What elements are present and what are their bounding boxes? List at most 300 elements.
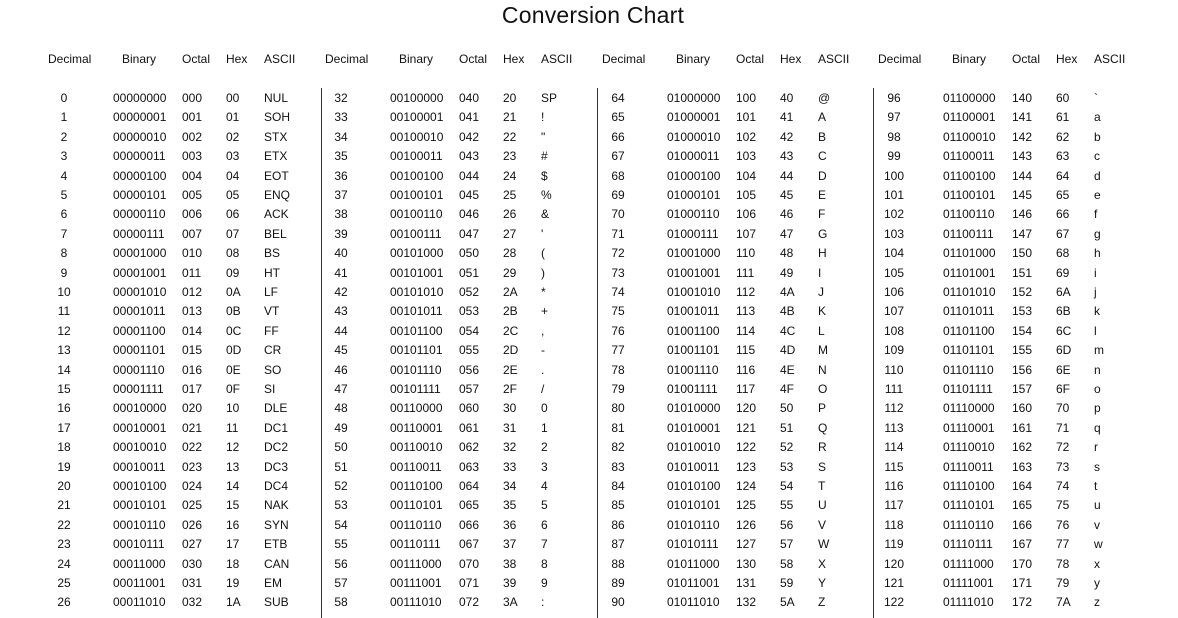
hex-cell: 51 [780,420,794,435]
table-row [602,129,902,145]
octal-cell: 157 [1012,382,1033,396]
ascii-cell: - [541,343,545,358]
chart-panel-3 [602,0,872,618]
ascii-cell: d [1094,168,1101,183]
octal-cell: 126 [736,517,757,532]
binary-cell: 00100101 [390,188,444,202]
table-row [325,420,625,436]
decimal-cell: 67 [611,149,625,164]
binary-cell: 00101111 [390,382,441,396]
hex-cell: 62 [1056,129,1070,144]
octal-header: Octal [736,52,765,66]
binary-cell: 01001100 [667,323,720,338]
binary-cell: 00010010 [113,440,167,455]
table-row [325,226,625,242]
hex-cell: 4E [780,362,795,377]
binary-cell: 01110101 [943,498,995,513]
binary-cell: 01000110 [667,207,720,222]
decimal-cell: 25 [57,576,71,590]
binary-cell: 00110101 [390,498,443,513]
table-row [48,381,348,397]
decimal-cell: 47 [334,382,348,396]
decimal-cell: 43 [334,304,348,319]
ascii-cell: , [541,323,545,338]
hex-cell: 6F [1056,382,1071,396]
octal-cell: 156 [1012,362,1033,377]
binary-cell: 01010001 [667,420,721,435]
decimal-cell: 11 [57,304,71,319]
ascii-cell: 5 [541,498,548,513]
octal-cell: 150 [1012,246,1033,261]
hex-cell: 2A [503,285,518,299]
table-row [602,245,902,261]
binary-cell: 01101110 [943,362,994,377]
table-row [602,400,902,416]
table-row [48,439,348,455]
ascii-cell: J [818,285,824,299]
table-row [878,265,1178,281]
binary-cell: 01100001 [943,110,996,125]
table-row [325,342,625,358]
decimal-cell: 17 [57,420,71,435]
octal-cell: 005 [182,188,203,202]
decimal-cell: 85 [611,498,625,513]
ascii-cell: 6 [541,517,548,532]
binary-cell: 01011010 [667,595,720,610]
octal-cell: 024 [182,479,203,493]
octal-cell: 122 [736,440,757,455]
table-row [602,362,902,378]
ascii-cell: 2 [541,440,548,455]
table-row [48,226,348,242]
table-row [602,342,902,358]
ascii-cell: EM [264,576,282,590]
table-row [602,226,902,242]
hex-cell: 15 [226,498,240,513]
ascii-cell: DC3 [264,459,289,474]
hex-cell: 50 [780,401,794,416]
decimal-cell: 99 [887,149,901,164]
binary-cell: 00110011 [390,459,442,474]
binary-cell: 01100111 [943,226,994,241]
ascii-cell: k [1094,304,1100,319]
hex-cell: 38 [503,556,517,571]
ascii-cell: g [1094,226,1101,241]
decimal-cell: 4 [60,168,68,183]
octal-cell: 125 [736,498,757,513]
ascii-cell: DLE [264,401,288,416]
table-row [48,400,348,416]
hex-cell: 14 [226,479,240,493]
ascii-cell: m [1094,343,1104,358]
hex-cell: 03 [226,149,240,164]
ascii-cell: % [541,188,552,202]
hex-cell: 66 [1056,207,1070,222]
ascii-cell: 8 [541,556,548,571]
octal-cell: 056 [459,362,480,377]
binary-cell: 00011000 [113,556,166,571]
ascii-cell: ( [541,246,545,261]
decimal-cell: 80 [611,401,625,416]
table-row [878,226,1178,242]
hex-cell: 1A [226,595,241,610]
decimal-cell: 107 [883,304,905,319]
octal-cell: 000 [182,91,203,105]
decimal-cell: 40 [334,246,348,261]
binary-cell: 00000011 [113,149,166,164]
hex-cell: 44 [780,168,794,183]
octal-cell: 112 [736,285,756,299]
table-row [602,90,902,106]
ascii-cell: Z [818,595,826,610]
table-row [48,206,348,222]
decimal-cell: 57 [334,576,348,590]
binary-cell: 00000100 [113,168,167,183]
binary-cell: 00111000 [390,556,442,571]
binary-cell: 00001001 [113,265,167,280]
decimal-cell: 41 [334,265,348,280]
octal-cell: 041 [459,110,480,125]
table-row [325,362,625,378]
table-row [602,575,902,591]
octal-cell: 104 [736,168,757,183]
decimal-cell: 12 [57,323,71,338]
octal-cell: 152 [1012,285,1033,299]
binary-cell: 01100110 [943,207,995,222]
decimal-cell: 2 [60,129,68,144]
table-row [602,420,902,436]
hex-cell: 29 [503,265,517,280]
decimal-cell: 76 [611,323,625,338]
octal-cell: 127 [736,537,757,552]
binary-cell: 01111000 [943,556,994,571]
hex-cell: 17 [226,537,240,552]
octal-cell: 115 [736,343,756,358]
hex-cell: 25 [503,188,517,202]
table-row [878,439,1178,455]
octal-cell: 162 [1012,440,1033,455]
binary-cell: 01001001 [667,265,721,280]
hex-cell: 64 [1056,168,1070,183]
hex-cell: 48 [780,246,794,261]
ascii-cell: 4 [541,479,548,493]
ascii-cell: P [818,401,827,416]
binary-cell: 01001101 [667,343,720,358]
hex-cell: 75 [1056,498,1070,513]
hex-cell: 09 [226,265,240,280]
octal-cell: 030 [182,556,203,571]
binary-cell: 00110001 [390,420,443,435]
octal-cell: 057 [459,382,480,396]
octal-cell: 123 [736,459,757,474]
ascii-cell: @ [818,91,831,105]
table-row [878,536,1178,552]
ascii-cell: NUL [264,91,289,105]
table-row [48,284,348,300]
octal-cell: 062 [459,440,480,455]
binary-cell: 00010110 [113,517,166,532]
decimal-cell: 21 [57,498,71,513]
ascii-cell: R [818,440,827,455]
octal-cell: 020 [182,401,203,416]
ascii-cell: y [1094,576,1100,590]
ascii-cell: f [1094,207,1098,222]
binary-cell: 01010101 [667,498,721,513]
decimal-cell: 46 [334,362,348,377]
ascii-cell: N [818,362,827,377]
octal-cell: 014 [182,323,203,338]
decimal-cell: 97 [887,110,901,125]
decimal-cell: 105 [883,265,905,280]
decimal-cell: 53 [334,498,348,513]
decimal-cell: 69 [611,188,625,202]
binary-cell: 01101011 [943,304,995,319]
ascii-cell: ` [1094,91,1098,105]
hex-cell: 24 [503,168,517,183]
hex-cell: 77 [1056,537,1070,552]
decimal-cell: 102 [883,207,905,222]
table-row [878,323,1178,339]
binary-cell: 01101001 [943,265,996,280]
hex-cell: 4B [780,304,795,319]
ascii-cell: O [818,382,828,396]
ascii-cell: s [1094,459,1100,474]
table-row [602,206,902,222]
ascii-cell: ETX [264,149,288,164]
octal-cell: 167 [1012,537,1033,552]
octal-cell: 047 [459,226,480,241]
ascii-cell: CR [264,343,282,358]
table-row [48,594,348,610]
binary-cell: 00100111 [390,226,442,241]
decimal-cell: 38 [334,207,348,222]
table-row [325,556,625,572]
page-title: Conversion Chart [501,2,685,28]
binary-cell: 00000010 [113,129,167,144]
octal-header: Octal [182,52,211,66]
hex-cell: 07 [226,226,240,241]
hex-cell: 11 [226,420,239,435]
ascii-cell: i [1094,265,1097,280]
ascii-cell: h [1094,246,1101,261]
ascii-cell: Q [818,420,828,435]
decimal-cell: 103 [883,226,905,241]
hex-cell: 06 [226,207,240,222]
octal-cell: 144 [1012,168,1033,183]
hex-cell: 05 [226,188,240,202]
binary-cell: 01101111 [943,382,993,396]
binary-header: Binary [676,52,711,66]
octal-cell: 171 [1012,576,1033,590]
table-row [602,303,902,319]
hex-cell: 32 [503,440,517,455]
binary-cell: 00001010 [113,285,167,299]
chart-panel-4 [878,0,1148,618]
decimal-cell: 65 [611,110,625,125]
table-row [325,206,625,222]
decimal-cell: 120 [883,556,905,571]
hex-cell: 56 [780,517,794,532]
ascii-cell: / [541,382,545,396]
table-row [878,556,1178,572]
octal-cell: 025 [182,498,203,513]
binary-cell: 00000000 [113,91,167,105]
chart-panel-1 [48,0,318,618]
binary-cell: 00001111 [113,382,164,396]
ascii-cell: # [541,149,548,164]
octal-cell: 117 [736,382,756,396]
binary-cell: 00010000 [113,401,167,416]
hex-cell: 4A [780,285,795,299]
ascii-cell: ENQ [264,188,291,202]
table-row [602,594,902,610]
decimal-cell: 13 [57,343,71,358]
hex-cell: 4C [780,323,796,338]
octal-cell: 131 [736,576,757,590]
ascii-cell: VT [264,304,280,319]
decimal-cell: 111 [884,382,904,396]
binary-cell: 01011001 [667,576,720,590]
octal-cell: 043 [459,149,480,164]
binary-cell: 01010111 [667,537,719,552]
octal-cell: 172 [1012,595,1033,610]
decimal-cell: 86 [611,517,625,532]
table-row [48,575,348,591]
octal-cell: 051 [459,265,480,280]
ascii-cell: 1 [541,420,548,435]
table-row [48,497,348,513]
decimal-cell: 33 [334,110,348,125]
hex-cell: 6C [1056,323,1072,338]
decimal-cell: 26 [57,595,71,610]
decimal-cell: 73 [611,265,625,280]
decimal-cell: 77 [611,343,625,358]
octal-cell: 045 [459,188,480,202]
hex-cell: 37 [503,537,517,552]
ascii-cell: SI [264,382,276,396]
binary-cell: 00101101 [390,343,443,358]
octal-cell: 113 [736,304,756,319]
binary-cell: 00010011 [113,459,166,474]
octal-cell: 063 [459,459,480,474]
ascii-cell: u [1094,498,1101,513]
table-row [878,362,1178,378]
octal-cell: 031 [182,576,203,590]
table-row [48,459,348,475]
ascii-cell: S [818,459,827,474]
binary-cell: 00100110 [390,207,443,222]
binary-cell: 01110110 [943,517,994,532]
hex-cell: 54 [780,479,794,493]
decimal-cell: 23 [57,537,71,552]
decimal-cell: 18 [57,440,71,455]
hex-cell: 68 [1056,246,1070,261]
binary-cell: 00000101 [113,188,167,202]
binary-cell: 01111010 [943,595,994,610]
ascii-cell: v [1094,517,1100,532]
table-row [878,594,1178,610]
octal-cell: 044 [459,168,480,183]
table-row [325,323,625,339]
binary-cell: 01000101 [667,188,721,202]
decimal-cell: 78 [611,362,625,377]
octal-cell: 010 [182,246,203,261]
hex-cell: 43 [780,149,794,164]
octal-cell: 026 [182,517,203,532]
ascii-cell: STX [264,129,288,144]
binary-header: Binary [399,52,434,66]
decimal-cell: 55 [334,537,348,552]
octal-cell: 170 [1012,556,1033,571]
hex-cell: 23 [503,149,517,164]
ascii-cell: r [1094,440,1098,455]
hex-cell: 0A [226,285,241,299]
binary-cell: 01101010 [943,285,996,299]
binary-cell: 01101100 [943,323,995,338]
octal-cell: 151 [1012,265,1033,280]
binary-cell: 00100100 [390,168,444,183]
octal-cell: 107 [736,226,757,241]
ascii-cell: c [1094,149,1100,164]
binary-cell: 00101010 [390,285,444,299]
ascii-cell: $ [541,168,548,183]
ascii-cell: LF [264,285,279,299]
hex-cell: 69 [1056,265,1070,280]
binary-cell: 00100010 [390,129,444,144]
hex-cell: 34 [503,479,517,493]
decimal-cell: 68 [611,168,625,183]
decimal-cell: 118 [884,517,904,532]
binary-cell: 00101110 [390,362,442,377]
decimal-cell: 1 [60,110,68,125]
decimal-cell: 84 [611,479,625,493]
hex-cell: 31 [503,420,517,435]
ascii-cell: BS [264,246,281,261]
ascii-cell: NAK [264,498,289,513]
ascii-cell: e [1094,188,1101,202]
hex-cell: 2F [503,382,518,396]
binary-cell: 01000011 [667,149,720,164]
hex-cell: 61 [1056,110,1070,125]
table-row [878,187,1178,203]
decimal-cell: 7 [60,226,68,241]
octal-cell: 023 [182,459,203,474]
hex-cell: 33 [503,459,517,474]
ascii-cell: G [818,226,828,241]
binary-cell: 01000100 [667,168,721,183]
ascii-cell: q [1094,420,1101,435]
binary-cell: 00110100 [390,479,443,493]
octal-cell: 040 [459,91,480,105]
ascii-cell: 7 [541,537,548,552]
octal-cell: 143 [1012,149,1033,164]
binary-cell: 01110000 [943,401,995,416]
ascii-cell: D [818,168,827,183]
hex-cell: 76 [1056,517,1070,532]
hex-header: Hex [226,52,248,66]
ascii-cell: K [818,304,827,319]
table-row [602,381,902,397]
table-row [602,148,902,164]
binary-cell: 00001101 [113,343,166,358]
octal-cell: 007 [182,226,203,241]
binary-cell: 00101000 [390,246,444,261]
ascii-cell: 3 [541,459,548,474]
binary-cell: 00011001 [113,576,166,590]
ascii-cell: SUB [264,595,289,610]
octal-cell: 161 [1012,420,1033,435]
binary-cell: 01110100 [943,479,995,493]
